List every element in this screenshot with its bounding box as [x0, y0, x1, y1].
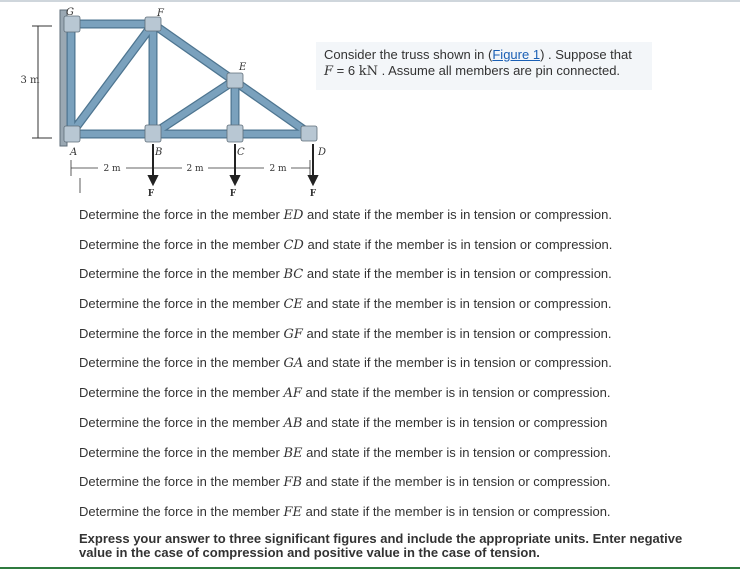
joint-plate-E [227, 73, 243, 88]
load-arrows [149, 144, 317, 184]
problem-line-2: F = 6 kN . Assume all members are pin connected. [324, 63, 621, 79]
member-name: BC [283, 267, 304, 283]
member-name: BE [283, 445, 303, 461]
joint-plate-C [227, 125, 243, 142]
answer-instructions: Express your answer to three significant figures and include the appropriate units. Enter negative value in the case of compression and positive value in the case of tension. [79, 531, 683, 560]
joint-label-C: C [237, 147, 245, 158]
truss-figure [0, 0, 330, 200]
member-name: AB [283, 415, 303, 431]
member-name: CE [283, 297, 303, 313]
force-variable: F [324, 64, 334, 79]
joint-plate-A [64, 126, 80, 142]
member-name: ED [283, 208, 304, 223]
gusset-plates [64, 16, 317, 142]
question-list [79, 206, 719, 533]
load-label-3: F [309, 189, 317, 199]
member-name: AF [283, 386, 302, 402]
bottom-border [0, 567, 740, 569]
span-label-3: 2 m [269, 164, 287, 174]
question-item: Determine the force in the member CD and state if the member is in tension or compression. [79, 236, 613, 253]
question-item: Determine the force in the member ED and state if the member is in tension or compression. [79, 207, 612, 223]
load-label-1: F [147, 189, 155, 199]
problem-statement [316, 42, 652, 90]
span-label-2: 2 m [186, 164, 204, 174]
member-name: GF [283, 326, 303, 342]
member-name: GA [283, 356, 304, 372]
question-item: Determine the force in the member CE and state if the member is in tension or compression. [79, 296, 612, 313]
truss-members [71, 24, 310, 134]
joint-plate-B [145, 125, 161, 142]
question-item: Determine the force in the member AF and state if the member is in tension or compression. [79, 385, 611, 402]
question-item: Determine the force in the member FE and state if the member is in tension or compression. [79, 503, 611, 520]
force-unit: kN [358, 64, 378, 79]
question-item: Determine the force in the member AB and state if the member is in tension or compression [79, 414, 608, 431]
joint-label-A: A [70, 147, 78, 158]
question-item: Determine the force in the member GA and state if the member is in tension or compression. [79, 355, 612, 372]
member-BE [153, 80, 235, 134]
joint-plate-G [64, 16, 80, 32]
question-item: Determine the force in the member BE and state if the member is in tension or compression. [79, 444, 612, 461]
problem-line-1: Consider the truss shown in (Figure 1) . Suppose that [324, 47, 632, 62]
member-name: CD [283, 237, 304, 253]
member-name: FB [283, 475, 303, 491]
joint-plate-F [145, 17, 161, 31]
member-AF [71, 24, 153, 134]
joint-label-G: G [66, 7, 74, 18]
joint-plate-D [301, 126, 317, 141]
span-label-1: 2 m [103, 164, 121, 174]
member-name: FE [283, 504, 302, 520]
question-item: Determine the force in the member BC and state if the member is in tension or compression. [79, 266, 612, 283]
question-item: Determine the force in the member GF and state if the member is in tension or compression. [79, 325, 612, 342]
load-label-2: F [229, 189, 237, 199]
joint-label-D: D [318, 147, 327, 158]
height-label: 3 m [20, 75, 40, 86]
question-item: Determine the force in the member FB and state if the member is in tension or compression. [79, 474, 611, 491]
joint-label-B: B [155, 147, 163, 158]
joint-label-F: F [157, 8, 164, 19]
figure-link[interactable]: Figure 1 [492, 47, 541, 62]
joint-label-E: E [239, 62, 247, 73]
